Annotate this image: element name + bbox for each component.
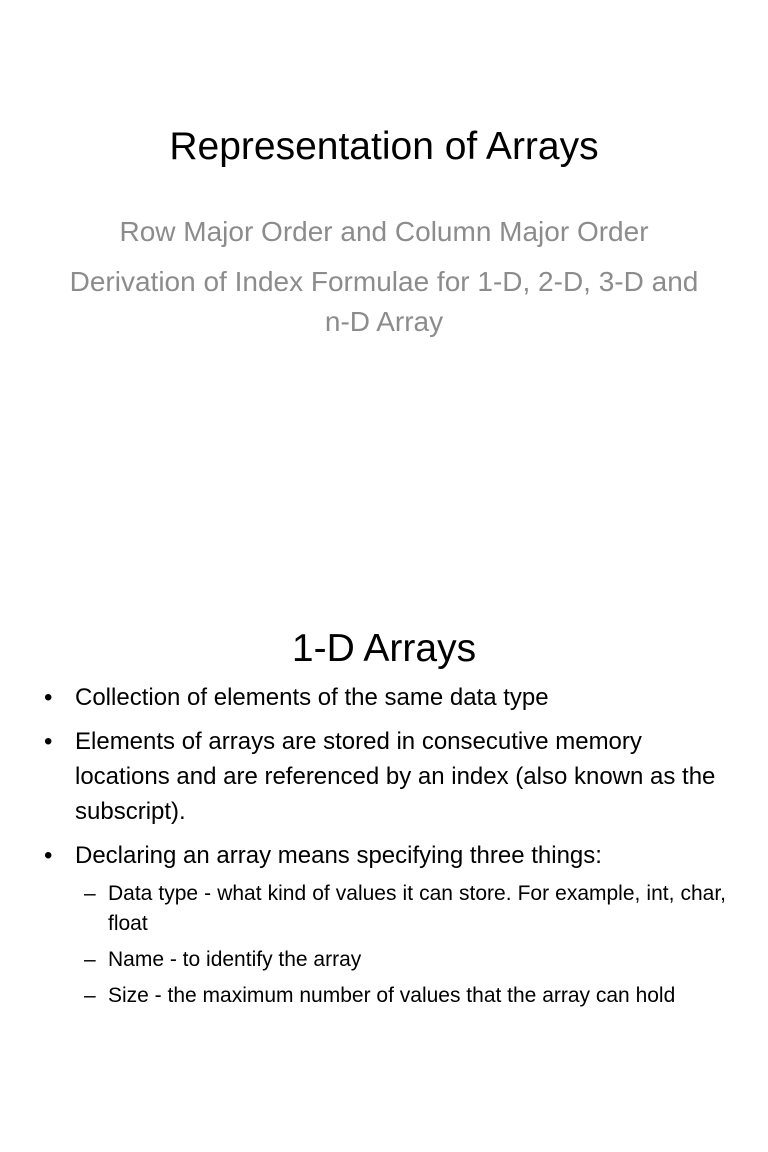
bullet-text: Collection of elements of the same data type [75, 684, 549, 711]
sub-bullet-item [75, 879, 726, 939]
sub-bullet-text: Data type - what kind of values it can store. For example, int, char, float [108, 882, 726, 935]
sub-bullet-item [75, 945, 726, 975]
sub-bullet-text: Size - the maximum number of values that the array can hold [108, 984, 676, 1007]
bullet-marker: • [44, 842, 53, 869]
bullet-text: Declaring an array means specifying three things: [75, 842, 602, 869]
dash-marker: – [84, 984, 96, 1007]
bullet-item [42, 724, 726, 829]
bullet-item [42, 838, 726, 1011]
bullet-text: Elements of arrays are stored in consecutive memory locations and are referenced by an index (also known as the subscript). [75, 728, 716, 825]
bullet-list [42, 680, 726, 1020]
slide-1-subtitle-line-2: Derivation of Index Formulae for 1-D, 2-D, 3-D and n-D Array [69, 266, 699, 337]
slide-2-title: 1-D Arrays [291, 627, 477, 670]
sub-bullet-list [75, 879, 726, 1011]
bullet-marker: • [44, 728, 53, 755]
sub-bullet-item [75, 981, 726, 1011]
dash-marker: – [84, 882, 96, 905]
dash-marker: – [84, 948, 96, 971]
slide-2 [0, 576, 768, 1152]
slide-1-title: Representation of Arrays [169, 125, 599, 168]
bullet-item [42, 680, 726, 715]
bullet-marker: • [44, 684, 53, 711]
sub-bullet-text: Name - to identify the array [108, 948, 362, 971]
slide-1-subtitle-line-1: Row Major Order and Column Major Order [119, 216, 649, 247]
